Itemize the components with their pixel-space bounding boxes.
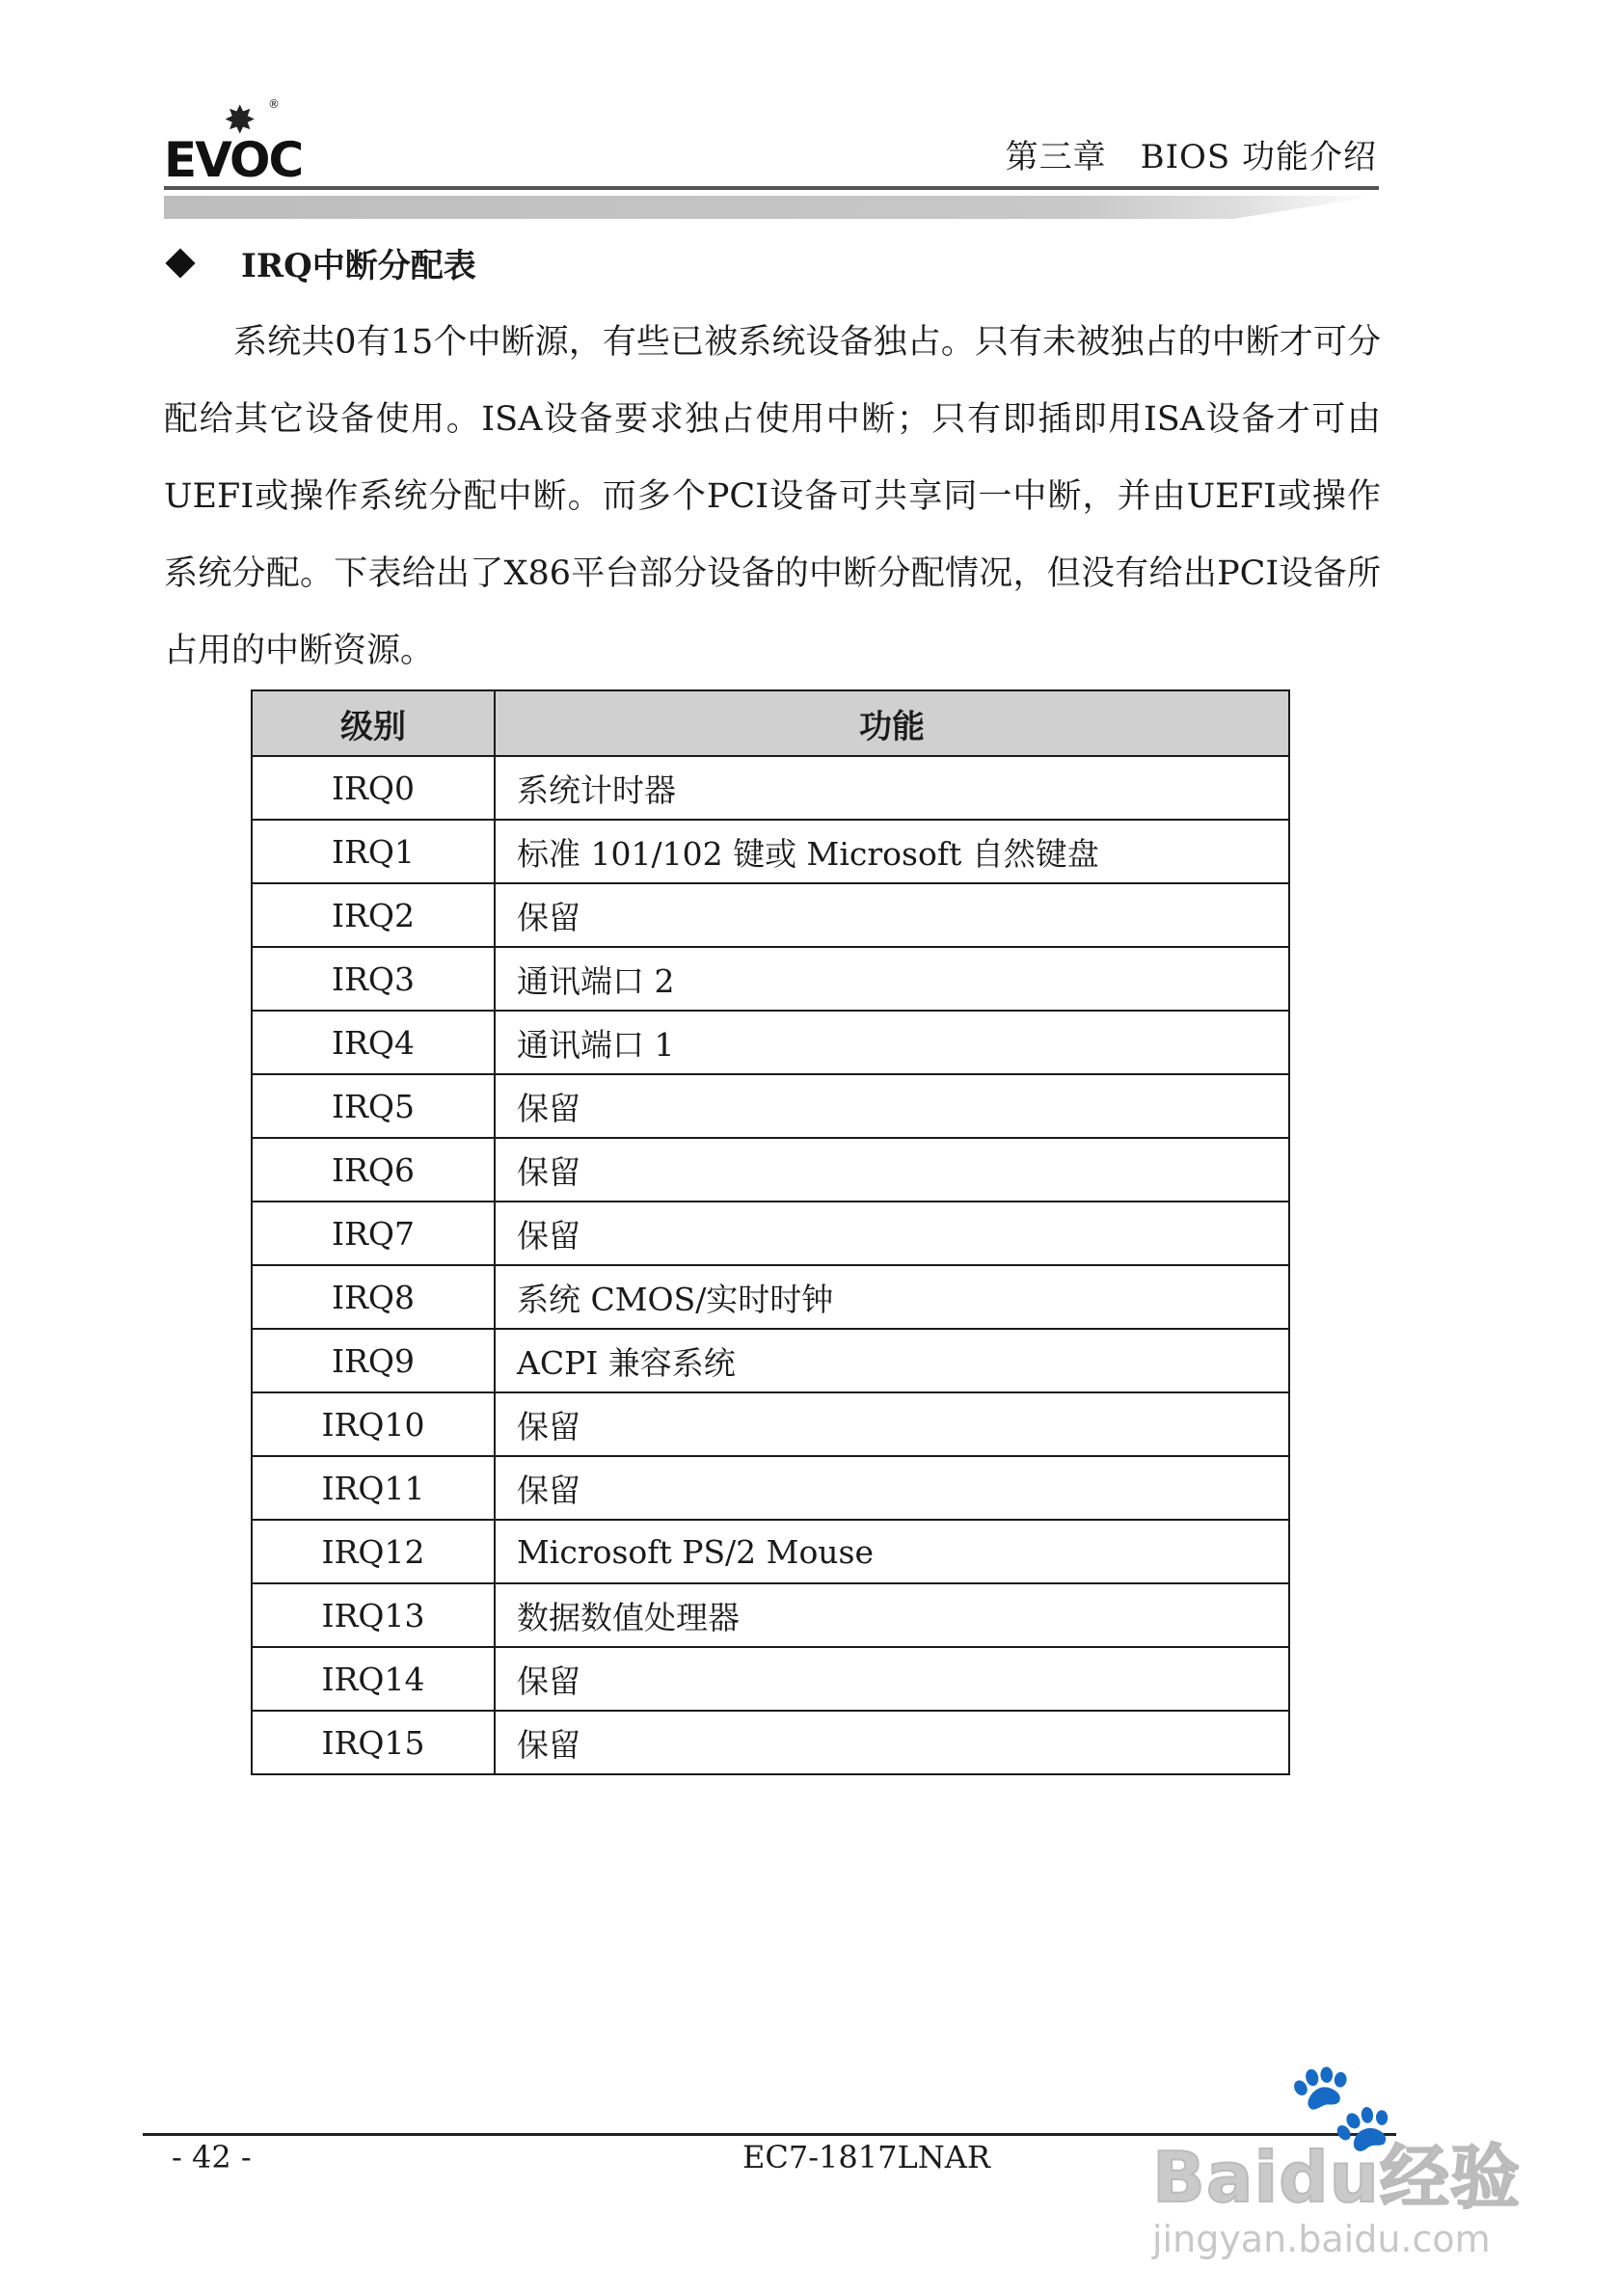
table-row [252,1647,1289,1711]
intro-paragraph: 系统共0有15个中断源，有些已被系统设备独占。只有未被独占的中断才可分配给其它设备使用。ISA设备要求独占使用中断；只有即插即用ISA设备才可由UEFI或操作系统分配中断。而多个PCI设备可共享同一中断，并由UEFI或操作系统分配。下表给出了X86平台部分设备的中断分配情况，但没有给出PCI设备所占用的中断资源。 [164,323,1381,670]
irq-level-cell: IRQ5 [252,1074,495,1138]
table-row [252,1583,1289,1647]
irq-function-cell: Microsoft PS/2 Mouse [495,1520,1289,1583]
irq-function-cell: 系统计时器 [495,756,1289,820]
irq-level-cell: IRQ12 [252,1520,495,1583]
watermark-url: jingyan.baidu.com [1152,2218,1491,2260]
logo-text: EVOC [164,132,303,188]
irq-function-cell: 通讯端口 2 [495,947,1289,1011]
irq-function-cell: 数据数值处理器 [495,1583,1289,1647]
header-function: 功能 [495,690,1289,756]
evoc-logo [164,97,303,188]
irq-level-cell: IRQ10 [252,1392,495,1456]
table-row [252,1265,1289,1329]
irq-level-cell: IRQ9 [252,1329,495,1392]
diamond-icon [165,248,195,278]
irq-table [251,689,1290,1775]
irq-function-cell: 保留 [495,1138,1289,1202]
irq-function-cell: 保留 [495,1647,1289,1711]
irq-table-body [252,756,1289,1774]
irq-function-cell: ACPI 兼容系统 [495,1329,1289,1392]
irq-level-cell: IRQ7 [252,1202,495,1265]
irq-level-cell: IRQ8 [252,1265,495,1329]
irq-function-cell: 保留 [495,1711,1289,1774]
table-row [252,1202,1289,1265]
irq-level-cell: IRQ4 [252,1011,495,1074]
irq-function-cell: 保留 [495,1074,1289,1138]
irq-level-cell: IRQ13 [252,1583,495,1647]
irq-level-cell: IRQ6 [252,1138,495,1202]
baidu-watermark [1152,2056,1557,2276]
table-row [252,1711,1289,1774]
irq-level-cell: IRQ11 [252,1456,495,1520]
table-row [252,1392,1289,1456]
registered-mark: ® [268,97,280,111]
table-row [252,756,1289,820]
table-header-row [252,690,1289,756]
paw-icon: 🐾 [1287,2056,1396,2157]
model-number: EC7-1817LNAR [742,2139,990,2175]
irq-level-cell: IRQ2 [252,883,495,947]
table-row [252,1456,1289,1520]
irq-function-cell: 标准 101/102 键或 Microsoft 自然键盘 [495,820,1289,883]
page-number: - 42 - [172,2139,252,2175]
section-heading [166,239,476,286]
table-row [252,820,1289,883]
irq-function-cell: 保留 [495,1456,1289,1520]
irq-level-cell: IRQ15 [252,1711,495,1774]
irq-function-cell: 通讯端口 1 [495,1011,1289,1074]
table-row [252,1011,1289,1074]
chapter-title: 第三章 BIOS 功能介绍 [1005,138,1377,176]
irq-function-cell: 保留 [495,1202,1289,1265]
star-icon: ✸ [224,98,256,143]
table-row [252,1074,1289,1138]
table-row [252,883,1289,947]
header-level: 级别 [252,690,495,756]
table-row [252,1520,1289,1583]
table-row [252,1138,1289,1202]
table-row [252,947,1289,1011]
irq-level-cell: IRQ3 [252,947,495,1011]
irq-level-cell: IRQ1 [252,820,495,883]
irq-level-cell: IRQ0 [252,756,495,820]
irq-function-cell: 系统 CMOS/实时时钟 [495,1265,1289,1329]
section-heading-text: IRQ中断分配表 [241,247,476,285]
header-band [164,196,1379,219]
header-divider [164,186,1379,190]
irq-level-cell: IRQ14 [252,1647,495,1711]
irq-function-cell: 保留 [495,883,1289,947]
watermark-brand: Baidu经验 [1152,2137,1521,2218]
irq-function-cell: 保留 [495,1392,1289,1456]
table-row [252,1329,1289,1392]
